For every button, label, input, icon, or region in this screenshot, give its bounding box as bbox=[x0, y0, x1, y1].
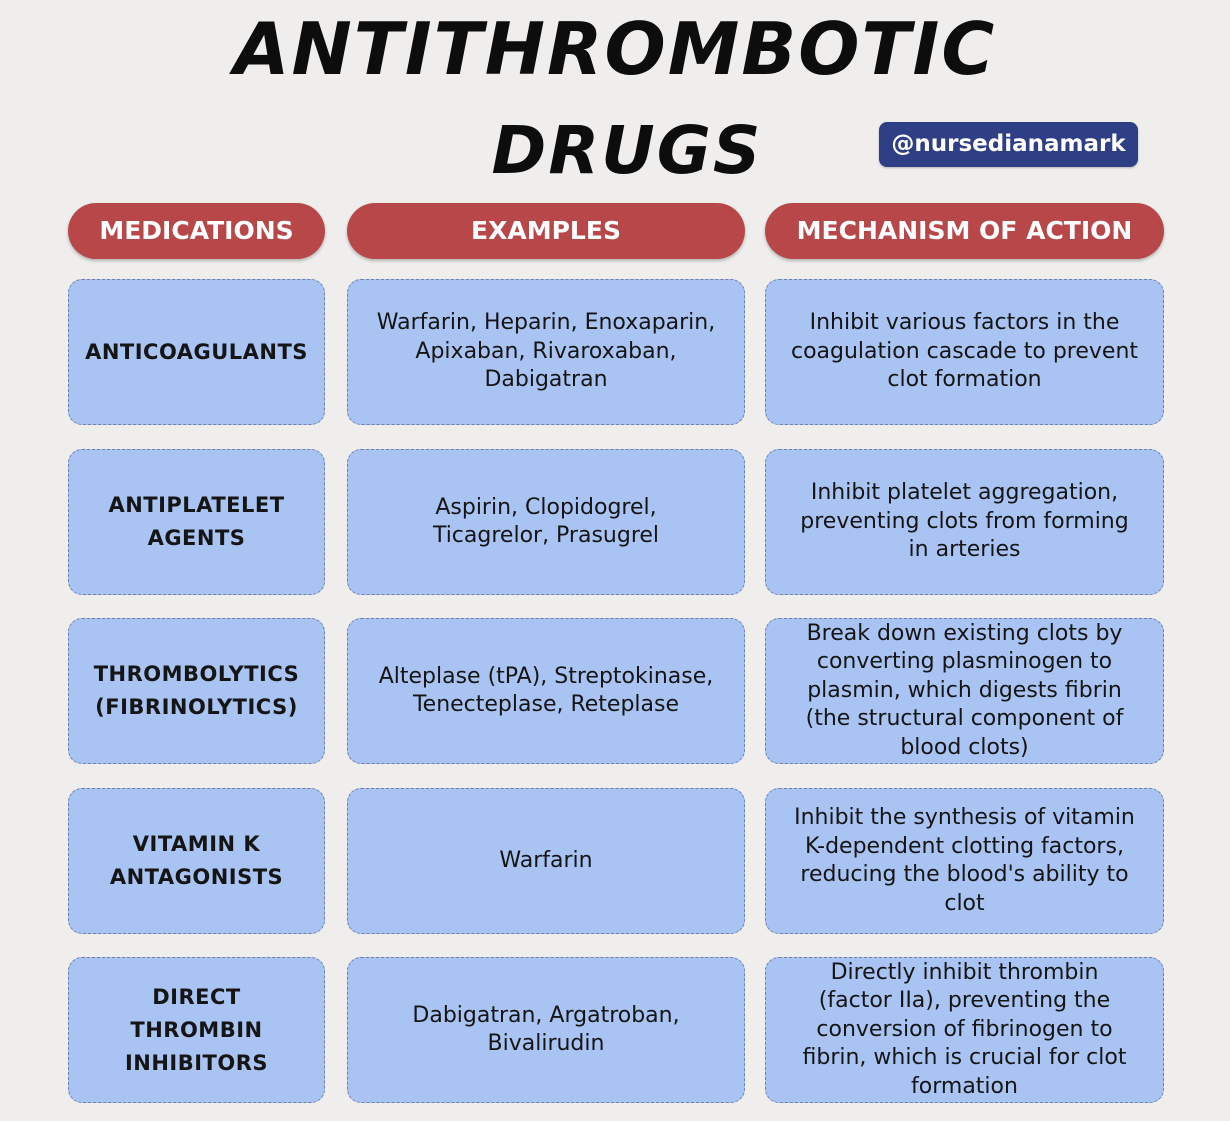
mechanism-text: Inhibit the synthesis of vitamin K-dependent clotting factors, reducing the blood's ability to clot bbox=[794, 805, 1135, 916]
mechanism-cell bbox=[765, 618, 1164, 764]
examples-text: Aspirin, Clopidogrel, Ticagrelor, Prasugrel bbox=[432, 494, 660, 548]
mechanism-cell bbox=[765, 957, 1164, 1103]
mechanism-text: Inhibit platelet aggregation, preventing clots from forming in arteries bbox=[800, 480, 1129, 563]
mechanism-text: Break down existing clots by converting plasminogen to plasmin, which digests fibrin (the structural component of blood clots) bbox=[805, 620, 1124, 760]
author-handle-badge: @nursedianamark bbox=[879, 122, 1138, 167]
examples-text: Warfarin, Heparin, Enoxaparin, Apixaban, Rivaroxaban, Dabigatran bbox=[376, 310, 716, 393]
header-examples: EXAMPLES bbox=[347, 203, 745, 259]
medication-label: ANTIPLATELET AGENTS bbox=[108, 493, 285, 550]
medication-label: THROMBOLYTICS (FIBRINOLYTICS) bbox=[93, 662, 300, 719]
medication-cell bbox=[68, 957, 325, 1103]
medication-cell bbox=[68, 788, 325, 934]
mechanism-cell bbox=[765, 279, 1164, 425]
examples-cell bbox=[347, 957, 745, 1103]
examples-cell bbox=[347, 788, 745, 934]
page-title-line-2: DRUGS bbox=[491, 112, 763, 189]
examples-text: Alteplase (tPA), Streptokinase, Tenecteplase, Reteplase bbox=[378, 663, 714, 717]
mechanism-cell bbox=[765, 788, 1164, 934]
examples-text: Dabigatran, Argatroban, Bivalirudin bbox=[412, 1002, 680, 1056]
mechanism-text: Inhibit various factors in the coagulation cascade to prevent clot formation bbox=[790, 310, 1139, 393]
medication-label: DIRECT THROMBIN INHIBITORS bbox=[124, 984, 269, 1075]
examples-text: Warfarin bbox=[499, 847, 593, 873]
medication-cell bbox=[68, 279, 325, 425]
mechanism-text: Directly inhibit thrombin (factor IIa), preventing the conversion of fibrinogen to fibrin, which is crucial for clot formation bbox=[802, 959, 1127, 1099]
examples-cell bbox=[347, 279, 745, 425]
header-mechanism-of-action: MECHANISM OF ACTION bbox=[765, 203, 1164, 259]
header-medications: MEDICATIONS bbox=[68, 203, 325, 259]
medication-cell bbox=[68, 449, 325, 595]
medication-cell bbox=[68, 618, 325, 764]
mechanism-cell bbox=[765, 449, 1164, 595]
examples-cell bbox=[347, 449, 745, 595]
medication-label: VITAMIN K ANTAGONISTS bbox=[109, 832, 284, 889]
examples-cell bbox=[347, 618, 745, 764]
medication-label: ANTICOAGULANTS bbox=[85, 339, 308, 364]
page-title-line-1: ANTITHROMBOTIC bbox=[233, 7, 997, 91]
